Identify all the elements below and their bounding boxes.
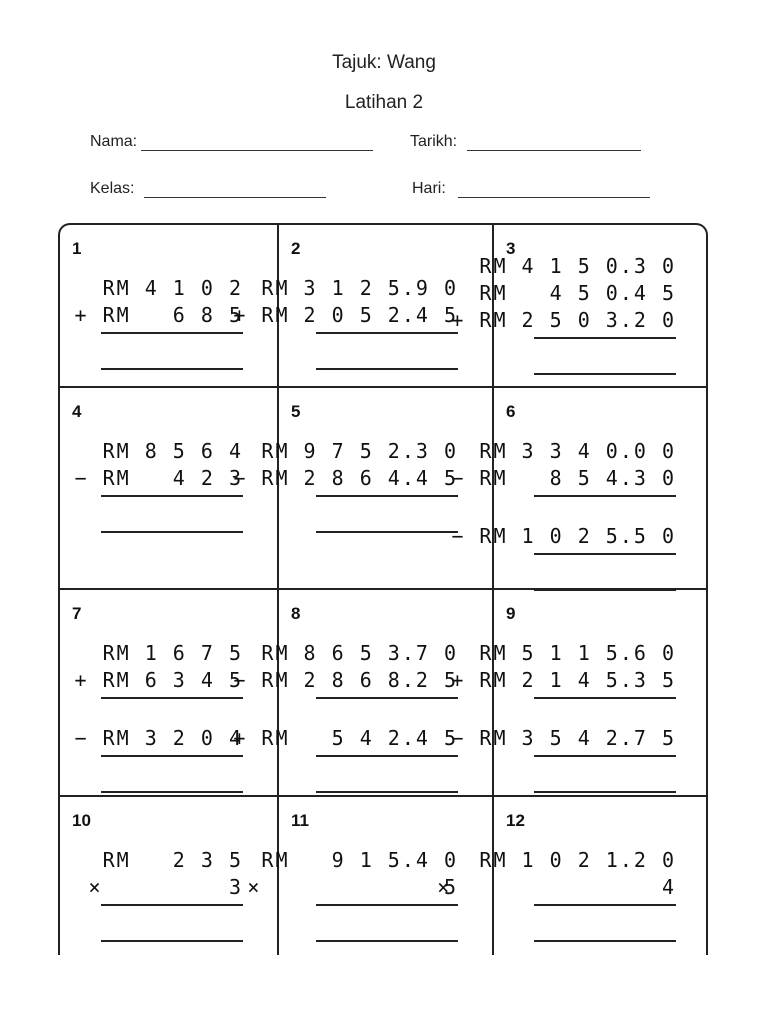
calculation-line: RM 5 1 1 5.6 0 [479, 641, 676, 665]
calculation [75, 438, 244, 533]
calculation-line: × 4 [437, 875, 676, 899]
question-grid [58, 223, 708, 955]
calculation-line: RM 9 7 5 2.3 0 [261, 439, 458, 463]
class-field[interactable] [90, 180, 326, 198]
operation-rule [316, 495, 458, 497]
question-number: 6 [506, 402, 516, 421]
operation-rule [101, 697, 243, 699]
operation-rule [101, 495, 243, 497]
question-cell [451, 388, 708, 590]
calculation-line: RM 4 1 5 0.3 0 [479, 254, 676, 278]
worksheet-title: Tajuk: Wang [332, 52, 436, 73]
calculation-line: − RM 4 2 3 [74, 466, 243, 490]
question-number: 1 [72, 239, 82, 258]
question-number: 9 [506, 604, 516, 623]
question-number: 8 [291, 604, 301, 623]
question-number: 4 [72, 402, 82, 421]
question-number: 3 [506, 239, 516, 258]
calculation [247, 847, 458, 942]
date-label: Tarikh: [410, 133, 458, 150]
calculation-line: + RM 2 1 4 5.3 5 [451, 668, 676, 692]
question-number: 2 [291, 239, 301, 258]
calculation [233, 438, 458, 533]
calculation-line: RM 3 1 2 5.9 0 [261, 276, 458, 300]
answer-line[interactable] [101, 940, 243, 942]
calculation-line: + RM 6 8 5 [74, 303, 243, 327]
operation-rule [534, 904, 676, 906]
calculation-line: × 5 [247, 875, 458, 899]
answer-line[interactable] [316, 791, 458, 793]
operation-rule [316, 332, 458, 334]
question-number: 5 [291, 402, 301, 421]
question-cell [60, 797, 279, 955]
operation-rule [101, 904, 243, 906]
date-line[interactable] [467, 134, 641, 151]
day-field[interactable] [412, 180, 650, 198]
calculation [89, 847, 243, 942]
calculation-line: RM 2 3 5 [102, 848, 243, 872]
calculation [451, 438, 676, 591]
calculation [451, 253, 676, 375]
second-step-line: − RM 3 2 0 4 [74, 726, 243, 750]
operation-rule [101, 332, 243, 334]
calculation-line: RM 1 6 7 5 [102, 641, 243, 665]
exercise-title: Latihan 2 [344, 92, 424, 113]
operation-rule [316, 755, 458, 757]
operation-rule [534, 755, 676, 757]
calculation-line: − RM 2 8 6 4.4 5 [233, 466, 458, 490]
operation-rule [534, 697, 676, 699]
calculation-line: + RM 2 0 5 2.4 5 [233, 303, 458, 327]
question-cell [437, 797, 708, 955]
answer-line[interactable] [316, 531, 458, 533]
answer-line[interactable] [534, 791, 676, 793]
day-line[interactable] [458, 181, 650, 198]
answer-line[interactable] [534, 940, 676, 942]
calculation [75, 640, 244, 793]
calculation-line: RM 8 6 5 3.7 0 [261, 641, 458, 665]
operation-rule [534, 495, 676, 497]
calculation-line: − RM 2 8 6 8.2 5 [233, 668, 458, 692]
operation-rule [534, 337, 676, 339]
calculation [451, 640, 676, 793]
name-field[interactable] [90, 133, 373, 151]
calculation-line: RM 3 3 4 0.0 0 [479, 439, 676, 463]
question-cell [451, 590, 708, 797]
second-step-line: + RM 5 4 2.4 5 [233, 726, 458, 750]
calculation [233, 640, 458, 793]
calculation [437, 847, 676, 942]
question-number: 11 [291, 811, 309, 830]
class-label: Kelas: [90, 180, 135, 197]
answer-line[interactable] [534, 373, 676, 375]
operation-rule [316, 697, 458, 699]
answer-line[interactable] [101, 791, 243, 793]
operation-rule [534, 553, 676, 555]
second-step-line: − RM 3 5 4 2.7 5 [451, 726, 676, 750]
calculation-line: × 3 [88, 875, 243, 899]
calculation [75, 275, 244, 370]
calculation-line: RM 1 0 2 1.2 0 [479, 848, 676, 872]
answer-line[interactable] [316, 368, 458, 370]
answer-line[interactable] [101, 368, 243, 370]
class-line[interactable] [144, 181, 326, 198]
day-label: Hari: [412, 180, 446, 197]
calculation-line: RM 4 1 0 2 [102, 276, 243, 300]
question-number: 7 [72, 604, 82, 623]
calculation [233, 275, 458, 370]
question-number: 10 [72, 811, 91, 830]
calculation-line: − RM 8 5 4.3 0 [451, 466, 676, 490]
name-line[interactable] [141, 134, 373, 151]
answer-line[interactable] [101, 531, 243, 533]
operation-rule [101, 755, 243, 757]
date-field[interactable] [410, 133, 641, 151]
question-cell [451, 225, 708, 388]
question-number: 12 [506, 811, 525, 830]
calculation-line: + RM 6 3 4 5 [74, 668, 243, 692]
calculation-line: RM 4 5 0.4 5 [479, 281, 676, 305]
calculation-line: RM 8 5 6 4 [102, 439, 243, 463]
calculation-line: RM 9 1 5.4 0 [261, 848, 458, 872]
calculation-line: + RM 2 5 0 3.2 0 [451, 308, 676, 332]
name-label: Nama: [90, 133, 138, 150]
second-step-line: − RM 1 0 2 5.5 0 [451, 524, 676, 548]
